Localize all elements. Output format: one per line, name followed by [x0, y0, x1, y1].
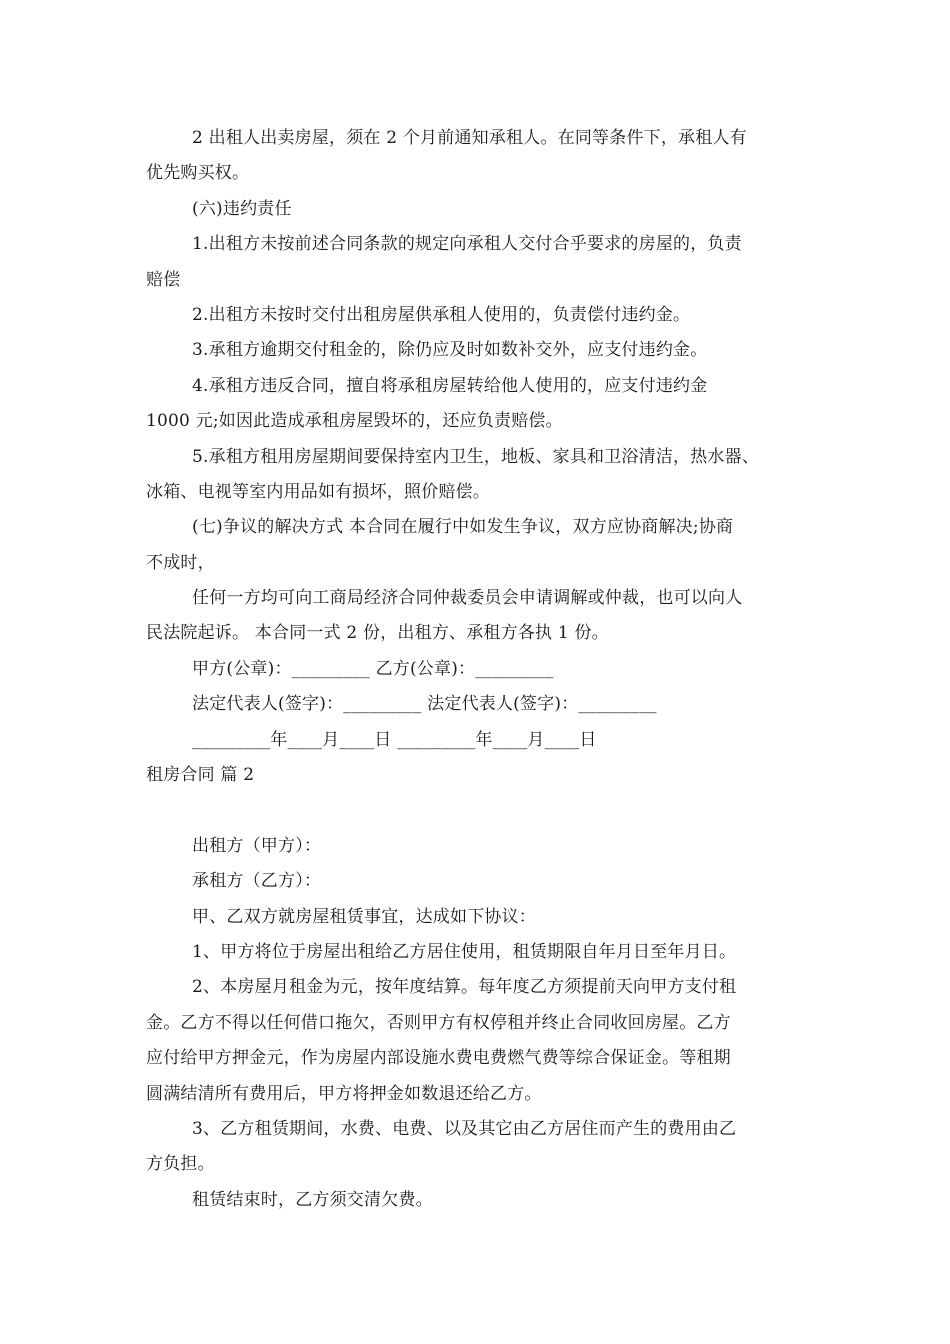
text-line: _________年____月____日 _________年____月____日 [192, 729, 597, 750]
text-line: 圆满结清所有费用后，甲方将押金如数退还给乙方。 [146, 1083, 542, 1104]
text-line: 租赁结束时，乙方须交清欠费。 [192, 1189, 433, 1210]
text-line: 租房合同 篇 2 [146, 765, 255, 786]
text-line: 冰箱、电视等室内用品如有损坏，照价赔偿。 [146, 481, 490, 502]
text-line: 4.承租方违反合同，擅自将承租房屋转给他人使用的，应支付违约金 [192, 375, 708, 396]
text-line: 2 出租人出卖房屋，须在 2 个月前通知承租人。在同等条件下，承租人有 [192, 128, 747, 148]
text-line: 优先购买权。 [146, 163, 250, 184]
text-line: 承租方（乙方）： [192, 871, 322, 892]
text-line: 5.承租方租用房屋期间要保持室内卫生，地板、家具和卫浴清洁，热水器、 [192, 446, 760, 467]
text-line: 甲、乙双方就房屋租赁事宜，达成如下协议： [192, 906, 536, 927]
text-line: 3、乙方租赁期间，水费、电费、以及其它由乙方居住而产生的费用由乙 [192, 1118, 737, 1139]
text-line: 任何一方均可向工商局经济合同仲裁委员会申请调解或仲裁，也可以向人 [192, 588, 743, 609]
text-line: 1000 元;如因此造成承租房屋毁坏的，还应负责赔偿。 [146, 411, 563, 432]
document-body [146, 121, 826, 1218]
blank-line [146, 793, 826, 828]
text-line: (七)争议的解决方式 本合同在履行中如发生争议，双方应协商解决;协商 [192, 517, 734, 538]
text-line: 赔偿 [146, 269, 181, 290]
text-line: 不成时， [146, 552, 215, 573]
text-line: 2.出租方未按时交付出租房屋供承租人使用的，负责偿付违约金。 [192, 304, 691, 325]
text-line: 1.出租方未按前述合同条款的规定向承租人交付合乎要求的房屋的，负责 [192, 234, 742, 255]
text-line: 1、甲方将位于房屋出租给乙方居住使用，租赁期限自年月日至年月日。 [192, 941, 737, 962]
text-line: 3.承租方逾期交付租金的，除仍应及时如数补交外，应支付违约金。 [192, 340, 708, 361]
text-line: 出租方（甲方）： [192, 835, 322, 856]
text-line: 方负担。 [146, 1154, 215, 1175]
text-line: 金。乙方不得以任何借口拖欠，否则甲方有权停租并终止合同收回房屋。乙方 [146, 1012, 731, 1033]
text-line: 应付给甲方押金元，作为房屋内部设施水费电费燃气费等综合保证金。等租期 [146, 1048, 731, 1069]
text-line: 甲方(公章)：_________ 乙方(公章)：_________ [192, 658, 554, 679]
text-line: (六)违约责任 [192, 198, 292, 219]
text-line: 民法院起诉。 本合同一式 2 份，出租方、承租方各执 1 份。 [146, 623, 609, 644]
text-line: 2、本房屋月租金为元，按年度结算。每年度乙方须提前天向甲方支付租 [192, 977, 737, 998]
text-line: 法定代表人(签字)：_________ 法定代表人(签字)：_________ [192, 694, 657, 715]
